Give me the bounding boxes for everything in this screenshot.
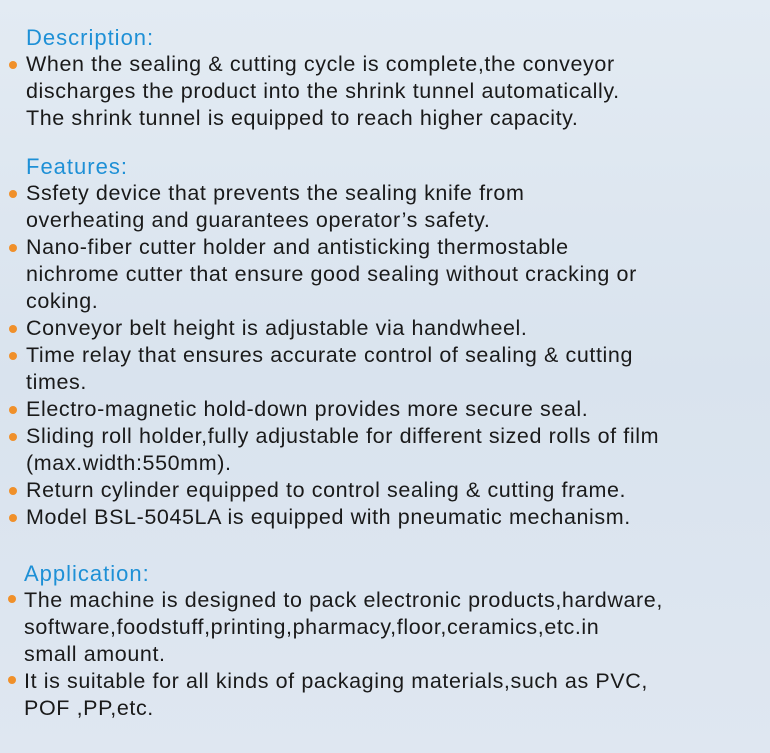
list-item-text-line: The shrink tunnel is equipped to reach higher capacity. [26, 106, 579, 130]
list-item-text-line: overheating and guarantees operator’s safety. [26, 208, 491, 232]
list-item [0, 423, 770, 477]
bullet-icon [9, 514, 17, 522]
list-item-text-line: When the sealing & cutting cycle is complete,the conveyor [26, 52, 615, 76]
features-section [0, 153, 770, 531]
list-item-text-line: coking. [26, 289, 99, 313]
features-heading: Features: [26, 154, 128, 179]
features-list [0, 180, 770, 531]
bullet-icon [9, 244, 17, 252]
list-item-text-line: discharges the product into the shrink tunnel automatically. [26, 79, 620, 103]
application-heading: Application: [24, 561, 150, 586]
list-item [0, 51, 770, 132]
bullet-icon [9, 61, 17, 69]
list-item-text-line: It is suitable for all kinds of packaging materials,such as PVC, [24, 669, 648, 693]
list-item-text-line: Model BSL-5045LA is equipped with pneumatic mechanism. [26, 505, 631, 529]
description-section [0, 24, 770, 132]
list-item-text-line: software,foodstuff,printing,pharmacy,floor,ceramics,etc.in [24, 615, 600, 639]
list-item [0, 342, 770, 396]
bullet-icon [9, 325, 17, 333]
bullet-icon [9, 190, 17, 198]
list-item-text-line: (max.width:550mm). [26, 451, 232, 475]
list-item [0, 315, 770, 342]
list-item-text-line: Return cylinder equipped to control sealing & cutting frame. [26, 478, 627, 502]
list-item [0, 477, 770, 504]
application-list [0, 587, 770, 722]
list-item-text-line: Conveyor belt height is adjustable via handwheel. [26, 316, 528, 340]
bullet-icon [9, 352, 17, 360]
list-item-text-line: Nano-fiber cutter holder and antisticking thermostable [26, 235, 569, 259]
list-item-text-line: Sliding roll holder,fully adjustable for different sized rolls of film [26, 424, 660, 448]
list-item-text-line: nichrome cutter that ensure good sealing without cracking or [26, 262, 637, 286]
list-item [0, 668, 770, 722]
list-item-text-line: small amount. [24, 642, 166, 666]
list-item [0, 234, 770, 315]
bullet-icon [9, 406, 17, 414]
bullet-icon [9, 433, 17, 441]
list-item-text-line: Electro-magnetic hold-down provides more secure seal. [26, 397, 589, 421]
list-item-text-line: POF ,PP,etc. [24, 696, 154, 720]
list-item [0, 180, 770, 234]
description-heading: Description: [26, 25, 155, 50]
list-item [0, 587, 770, 668]
description-list [0, 51, 770, 132]
list-item [0, 504, 770, 531]
bullet-icon [8, 595, 16, 603]
list-item-text-line: Time relay that ensures accurate control of sealing & cutting [26, 343, 634, 367]
list-item-text-line: The machine is designed to pack electronic products,hardware, [24, 588, 663, 612]
bullet-icon [9, 487, 17, 495]
list-item [0, 396, 770, 423]
list-item-text-line: Ssfety device that prevents the sealing knife from [26, 181, 525, 205]
bullet-icon [8, 676, 16, 684]
list-item-text-line: times. [26, 370, 87, 394]
application-section [0, 560, 770, 722]
